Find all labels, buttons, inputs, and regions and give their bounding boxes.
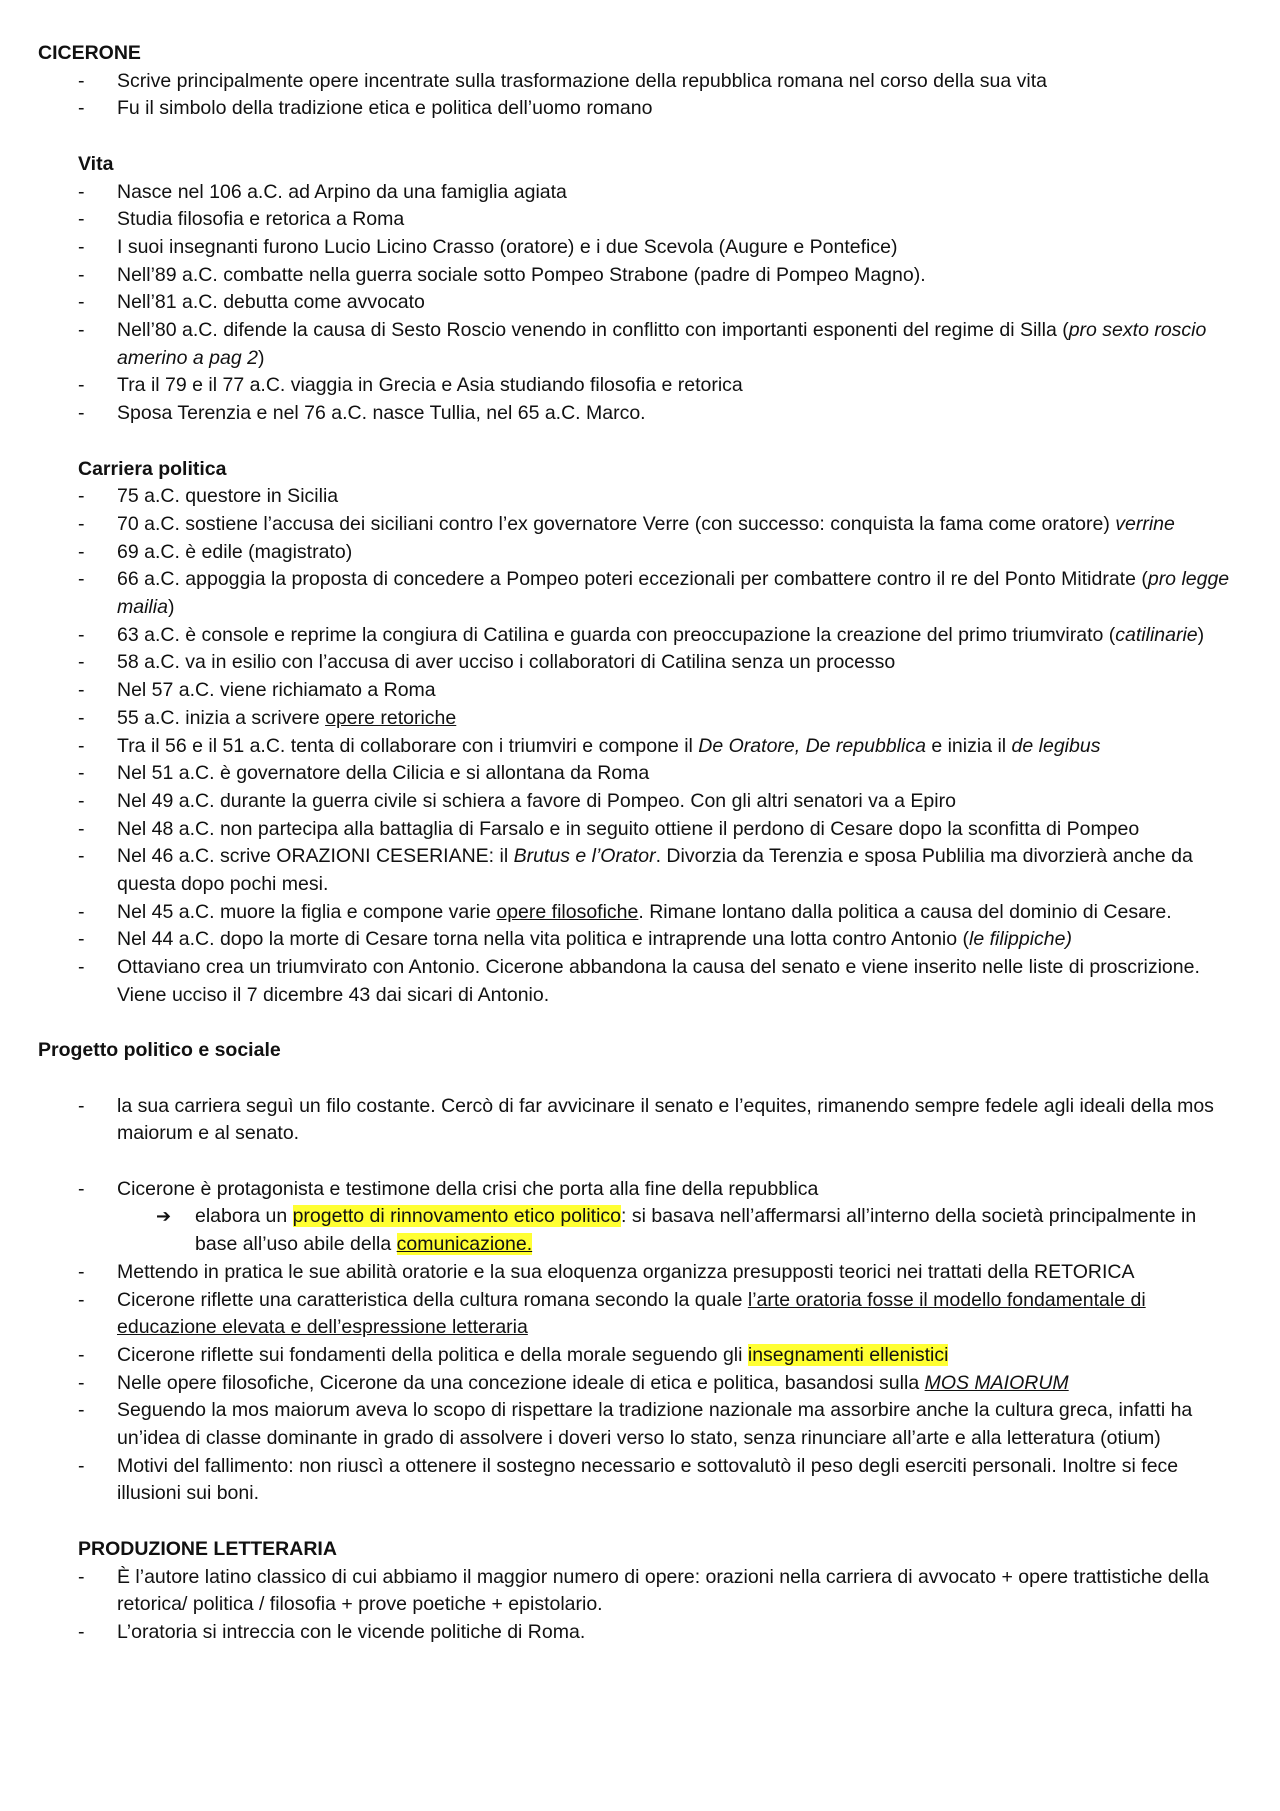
list-item: - 69 a.C. è edile (magistrato): [38, 539, 1248, 567]
item-text: Cicerone riflette una caratteristica della cultura romana secondo la quale: [117, 1288, 748, 1311]
carriera-list: [38, 483, 1248, 1009]
item-text: 55 a.C. inizia a scrivere: [117, 706, 326, 729]
list-item: - Scrive principalmente opere incentrate sulla trasformazione della repubblica romana nel corso della sua vita: [38, 68, 1248, 96]
list-item: [38, 566, 1248, 621]
list-item: [38, 1370, 1248, 1398]
list-item: - la sua carriera seguì un filo costante. Cercò di far avvicinare il senato e l’equites, rimanendo sempre fedele agli ideali della mos maiorum e al senato.: [38, 1093, 1248, 1148]
section-heading-carriera: Carriera politica: [78, 457, 227, 480]
work-title: pro sexto roscio amerino a pag 2: [117, 319, 1207, 369]
list-item: - Mettendo in pratica le sue abilità oratorie e la sua eloquenza organizza presupposti teorici nei trattati della RETORICA: [38, 1259, 1248, 1287]
item-text: 66 a.C. appoggia la proposta di concedere a Pompeo poteri eccezionali per combattere contro il re del Ponto Mitidrate (: [117, 568, 1148, 591]
list-item: - Studia filosofia e retorica a Roma: [38, 206, 1248, 234]
list-item: [38, 733, 1248, 761]
work-title: Brutus e l’Orator: [513, 845, 656, 868]
sub-item: [38, 1203, 1248, 1258]
work-title: de legibus: [1011, 734, 1101, 757]
highlighted-text: insegnamenti ellenistici: [747, 1343, 949, 1366]
list-item: - Nel 48 a.C. non partecipa alla battaglia di Farsalo e in seguito ottiene il perdono di Cesare dopo la sconfitta di Pompeo: [38, 816, 1248, 844]
item-text: Nell’80 a.C. difende la causa di Sesto Roscio venendo in conflitto con importanti esponenti del regime di Silla (: [117, 319, 1069, 342]
intro-list: [38, 68, 1248, 123]
list-item: - Motivi del fallimento: non riuscì a ottenere il sostegno necessario e sottovalutò il peso degli eserciti personali. Inoltre si fece illusioni sui boni.: [38, 1453, 1248, 1508]
list-item: - L’oratoria si intreccia con le vicende politiche di Roma.: [38, 1619, 1248, 1647]
item-text: Nel 45 a.C. muore la figlia e compone varie: [117, 900, 497, 923]
item-text: e inizia il: [925, 734, 1012, 757]
list-item: - Nel 57 a.C. viene richiamato a Roma: [38, 677, 1248, 705]
item-text: Nel 46 a.C. scrive ORAZIONI CESERIANE: il: [117, 845, 514, 868]
list-item: - Seguendo la mos maiorum aveva lo scopo di rispettare la tradizione nazionale ma assorbire anche la cultura greca, infatti ha un’idea di classe dominante in grado di assolvere i doveri verso lo stato, senza rinunciare all’arte e alla letteratura (otium): [38, 1397, 1248, 1452]
progetto-list: [38, 1093, 1248, 1148]
highlighted-text: [397, 1233, 533, 1255]
work-title: De Oratore, De repubblica: [698, 734, 926, 757]
item-text: 70 a.C. sostiene l’accusa dei siciliani contro l’ex governatore Verre (con successo: conquista la fama come oratore): [117, 512, 1116, 535]
list-item: - Nel 51 a.C. è governatore della Cilicia e si allontana da Roma: [38, 760, 1248, 788]
list-item: [38, 511, 1248, 539]
list-item: - Cicerone è protagonista e testimone della crisi che porta alla fine della repubblica: [38, 1176, 1248, 1204]
underlined-term: l’arte oratoria fosse il modello fondamentale di educazione elevata e dell’espressione letteraria: [117, 1288, 1146, 1339]
section-heading-progetto: Progetto politico e sociale: [38, 1039, 281, 1062]
list-item: - Nel 49 a.C. durante la guerra civile si schiera a favore di Pompeo. Con gli altri senatori va a Epiro: [38, 788, 1248, 816]
list-item: - Nasce nel 106 a.C. ad Arpino da una famiglia agiata: [38, 179, 1248, 207]
document-page: [38, 40, 1248, 1647]
section-heading-vita: Vita: [78, 152, 114, 175]
item-text: ): [167, 596, 175, 619]
list-item: [38, 622, 1248, 650]
section-heading-produzione: PRODUZIONE LETTERARIA: [78, 1537, 337, 1560]
list-item: [38, 1287, 1248, 1342]
list-item: - Tra il 79 e il 77 a.C. viaggia in Grecia e Asia studiando filosofia e retorica: [38, 372, 1248, 400]
progetto-list-3: [38, 1259, 1248, 1508]
item-text: ): [257, 346, 265, 369]
list-item: [38, 705, 1248, 733]
list-item: [38, 1342, 1248, 1370]
list-item: [38, 317, 1248, 372]
list-item: [38, 843, 1248, 898]
produzione-list: [38, 1564, 1248, 1647]
underlined-term: MOS MAIORUM: [924, 1371, 1069, 1394]
arrow-right-icon: ➔: [156, 1206, 172, 1227]
list-item: [38, 899, 1248, 927]
list-item: - I suoi insegnanti furono Lucio Licino Crasso (oratore) e i due Scevola (Augure e Pontefice): [38, 234, 1248, 262]
item-text: elabora un: [195, 1205, 293, 1228]
work-title: verrine: [1115, 512, 1175, 535]
highlighted-text: progetto di rinnovamento etico politico: [292, 1205, 622, 1228]
vita-list: [38, 179, 1248, 428]
item-text: Nel 44 a.C. dopo la morte di Cesare torna nella vita politica e intraprende una lotta contro Antonio (: [117, 928, 970, 951]
item-text: ): [1197, 623, 1205, 646]
work-title: catilinarie: [1115, 623, 1198, 646]
item-text: : si basava nell’affermarsi all’interno della società principalmente in base all’uso abile della: [195, 1205, 1197, 1256]
list-item: [38, 926, 1248, 954]
item-text: 63 a.C. è console e reprime la congiura di Catilina e guarda con preoccupazione la creazione del primo triumvirato (: [117, 623, 1116, 646]
work-title: le filippiche): [969, 928, 1072, 951]
list-item: - Ottaviano crea un triumvirato con Antonio. Cicerone abbandona la causa del senato e viene inserito nelle liste di proscrizione. Viene ucciso il 7 dicembre 43 dai sicari di Antonio.: [38, 954, 1248, 1009]
list-item: - Sposa Terenzia e nel 76 a.C. nasce Tullia, nel 65 a.C. Marco.: [38, 400, 1248, 428]
item-text: . Rimane lontano dalla politica a causa del dominio di Cesare.: [638, 900, 1172, 923]
underlined-term: opere filosofiche: [496, 900, 639, 923]
list-item: - Fu il simbolo della tradizione etica e politica dell’uomo romano: [38, 95, 1248, 123]
underlined-term: opere retoriche: [325, 706, 457, 729]
item-text: . Divorzia da Terenzia e sposa Publilia ma divorzierà anche da questa dopo pochi mesi.: [117, 845, 1193, 896]
work-title: pro legge mailia: [117, 568, 1230, 619]
list-item: - 75 a.C. questore in Sicilia: [38, 483, 1248, 511]
list-item: - 58 a.C. va in esilio con l’accusa di aver ucciso i collaboratori di Catilina senza un processo: [38, 649, 1248, 677]
list-item: - Nell’81 a.C. debutta come avvocato: [38, 289, 1248, 317]
underlined-term: comunicazione.: [396, 1233, 533, 1256]
list-item: - Nell’89 a.C. combatte nella guerra sociale sotto Pompeo Strabone (padre di Pompeo Magno).: [38, 262, 1248, 290]
list-item: - È l’autore latino classico di cui abbiamo il maggior numero di opere: orazioni nella carriera di avvocato + opere trattistiche della retorica/ politica / filosofia + prove poetiche + epistolario.: [38, 1564, 1248, 1619]
item-text: Cicerone riflette sui fondamenti della politica e della morale seguendo gli: [117, 1343, 748, 1366]
item-text: Nelle opere filosofiche, Cicerone da una concezione ideale di etica e politica, basandosi sulla: [117, 1371, 925, 1394]
document-title: CICERONE: [38, 42, 141, 64]
progetto-list-2: [38, 1176, 1248, 1204]
item-text: Tra il 56 e il 51 a.C. tenta di collaborare con i triumviri e compone il: [117, 734, 699, 757]
